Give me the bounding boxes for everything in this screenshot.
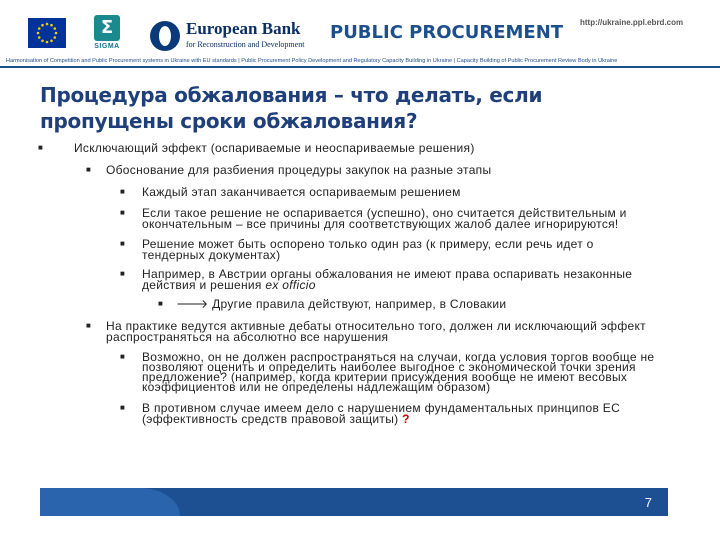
bullet-text: Исключающий эффект (оспариваемые и неоспариваемые решения) [74,141,475,155]
bullet-text-line4: коэффициентов или не определены надлежащим образом) [142,380,491,394]
bullet-marker: ■ [120,403,125,412]
bullet-text-line1: Возможно, он не должен распространяться на случаи, когда условия торгов вообще не [142,350,655,364]
bullet-marker: ■ [120,269,125,278]
bullet-text-line1: На практике ведутся активные дебаты относительно того, должен ли исключающий эффект [106,319,646,333]
bullet-text-line2 [142,279,316,291]
question-mark: ? [402,412,410,426]
slide-title-line1: Процедура обжалования – что делать, если [40,83,543,107]
bullet-text-line1: Если такое решение не оспаривается (успешно), оно считается действительным и [142,206,627,220]
page-number: 7 [644,495,652,510]
header [0,0,720,70]
bullet-text-line1: В противном случае имеем дело с нарушением фундаментальных принципов ЕС [142,401,621,415]
bullet-text-plain: действия и решения [142,278,266,292]
sigma-logo [92,15,122,55]
bullet-marker: ■ [86,321,91,330]
bullet-marker: ■ [38,143,43,152]
bullet-text-plain: (эффективность средств правовой защиты) [142,412,399,426]
bullet-marker: ■ [120,187,125,196]
bullet-marker: ■ [120,208,125,217]
bullet-text-line2: окончательным – все причины для соответствующих жалоб далее игнорируются! [142,217,619,231]
website-url[interactable]: http://ukraine.ppl.ebrd.com [580,18,684,27]
footer-accent [40,488,180,516]
bullet-text-line1: Решение может быть оспорено только один раз (к примеру, если речь идет о [142,237,594,251]
bullet-text-line3: предложение? (например, когда критерии присуждения вообще не имеют весовых [142,370,628,384]
bullet-marker: ■ [86,165,91,174]
program-title: PUBLIC PROCUREMENT [330,22,564,43]
sigma-icon: Σ [94,15,120,41]
bullet-marker: ■ [120,239,125,248]
project-tagline: Harmonisation of Competition and Public Procurement systems in Ukraine with EU standards | Public Procurement Policy Development and Regulatory Capacity Building in Ukraine | Capacity Building of Public Procurement Review Body in Ukraine [6,58,618,64]
header-divider [0,66,720,68]
ebrd-mark-icon [150,21,180,51]
ebrd-name: European Bank [186,19,301,38]
bullet-text-line2: позволяют оценить и определить наиболее выгодное с экономической точки зрения [142,360,636,374]
slide-title-line2: пропущены сроки обжалования? [40,109,418,133]
bullet-text-line1: Например, в Австрии органы обжалования не имеют права оспаривать незаконные [142,267,633,281]
slide-title [40,82,680,134]
bullet-text-line2: тендерных документах) [142,248,281,262]
ebrd-logo [150,19,310,53]
bullet-text-line2 [142,413,410,425]
bullet-text: Каждый этап заканчивается оспариваемым решением [142,185,461,199]
bullet-marker: ■ [120,352,125,361]
bullet-text: 🡒 Другие правила действуют, например, в Словакии [176,297,507,311]
bullet-text: Обоснование для разбиения процедуры закупок на разные этапы [106,163,492,177]
bullet-text-line2: распространяться на абсолютно все нарушения [106,330,389,344]
bullet-marker: ■ [158,299,163,308]
sigma-label: SIGMA [94,43,120,50]
ebrd-subtitle: for Reconstruction and Development [186,40,305,49]
latin-term: ex officio [265,278,316,292]
eu-flag-logo [28,18,66,48]
